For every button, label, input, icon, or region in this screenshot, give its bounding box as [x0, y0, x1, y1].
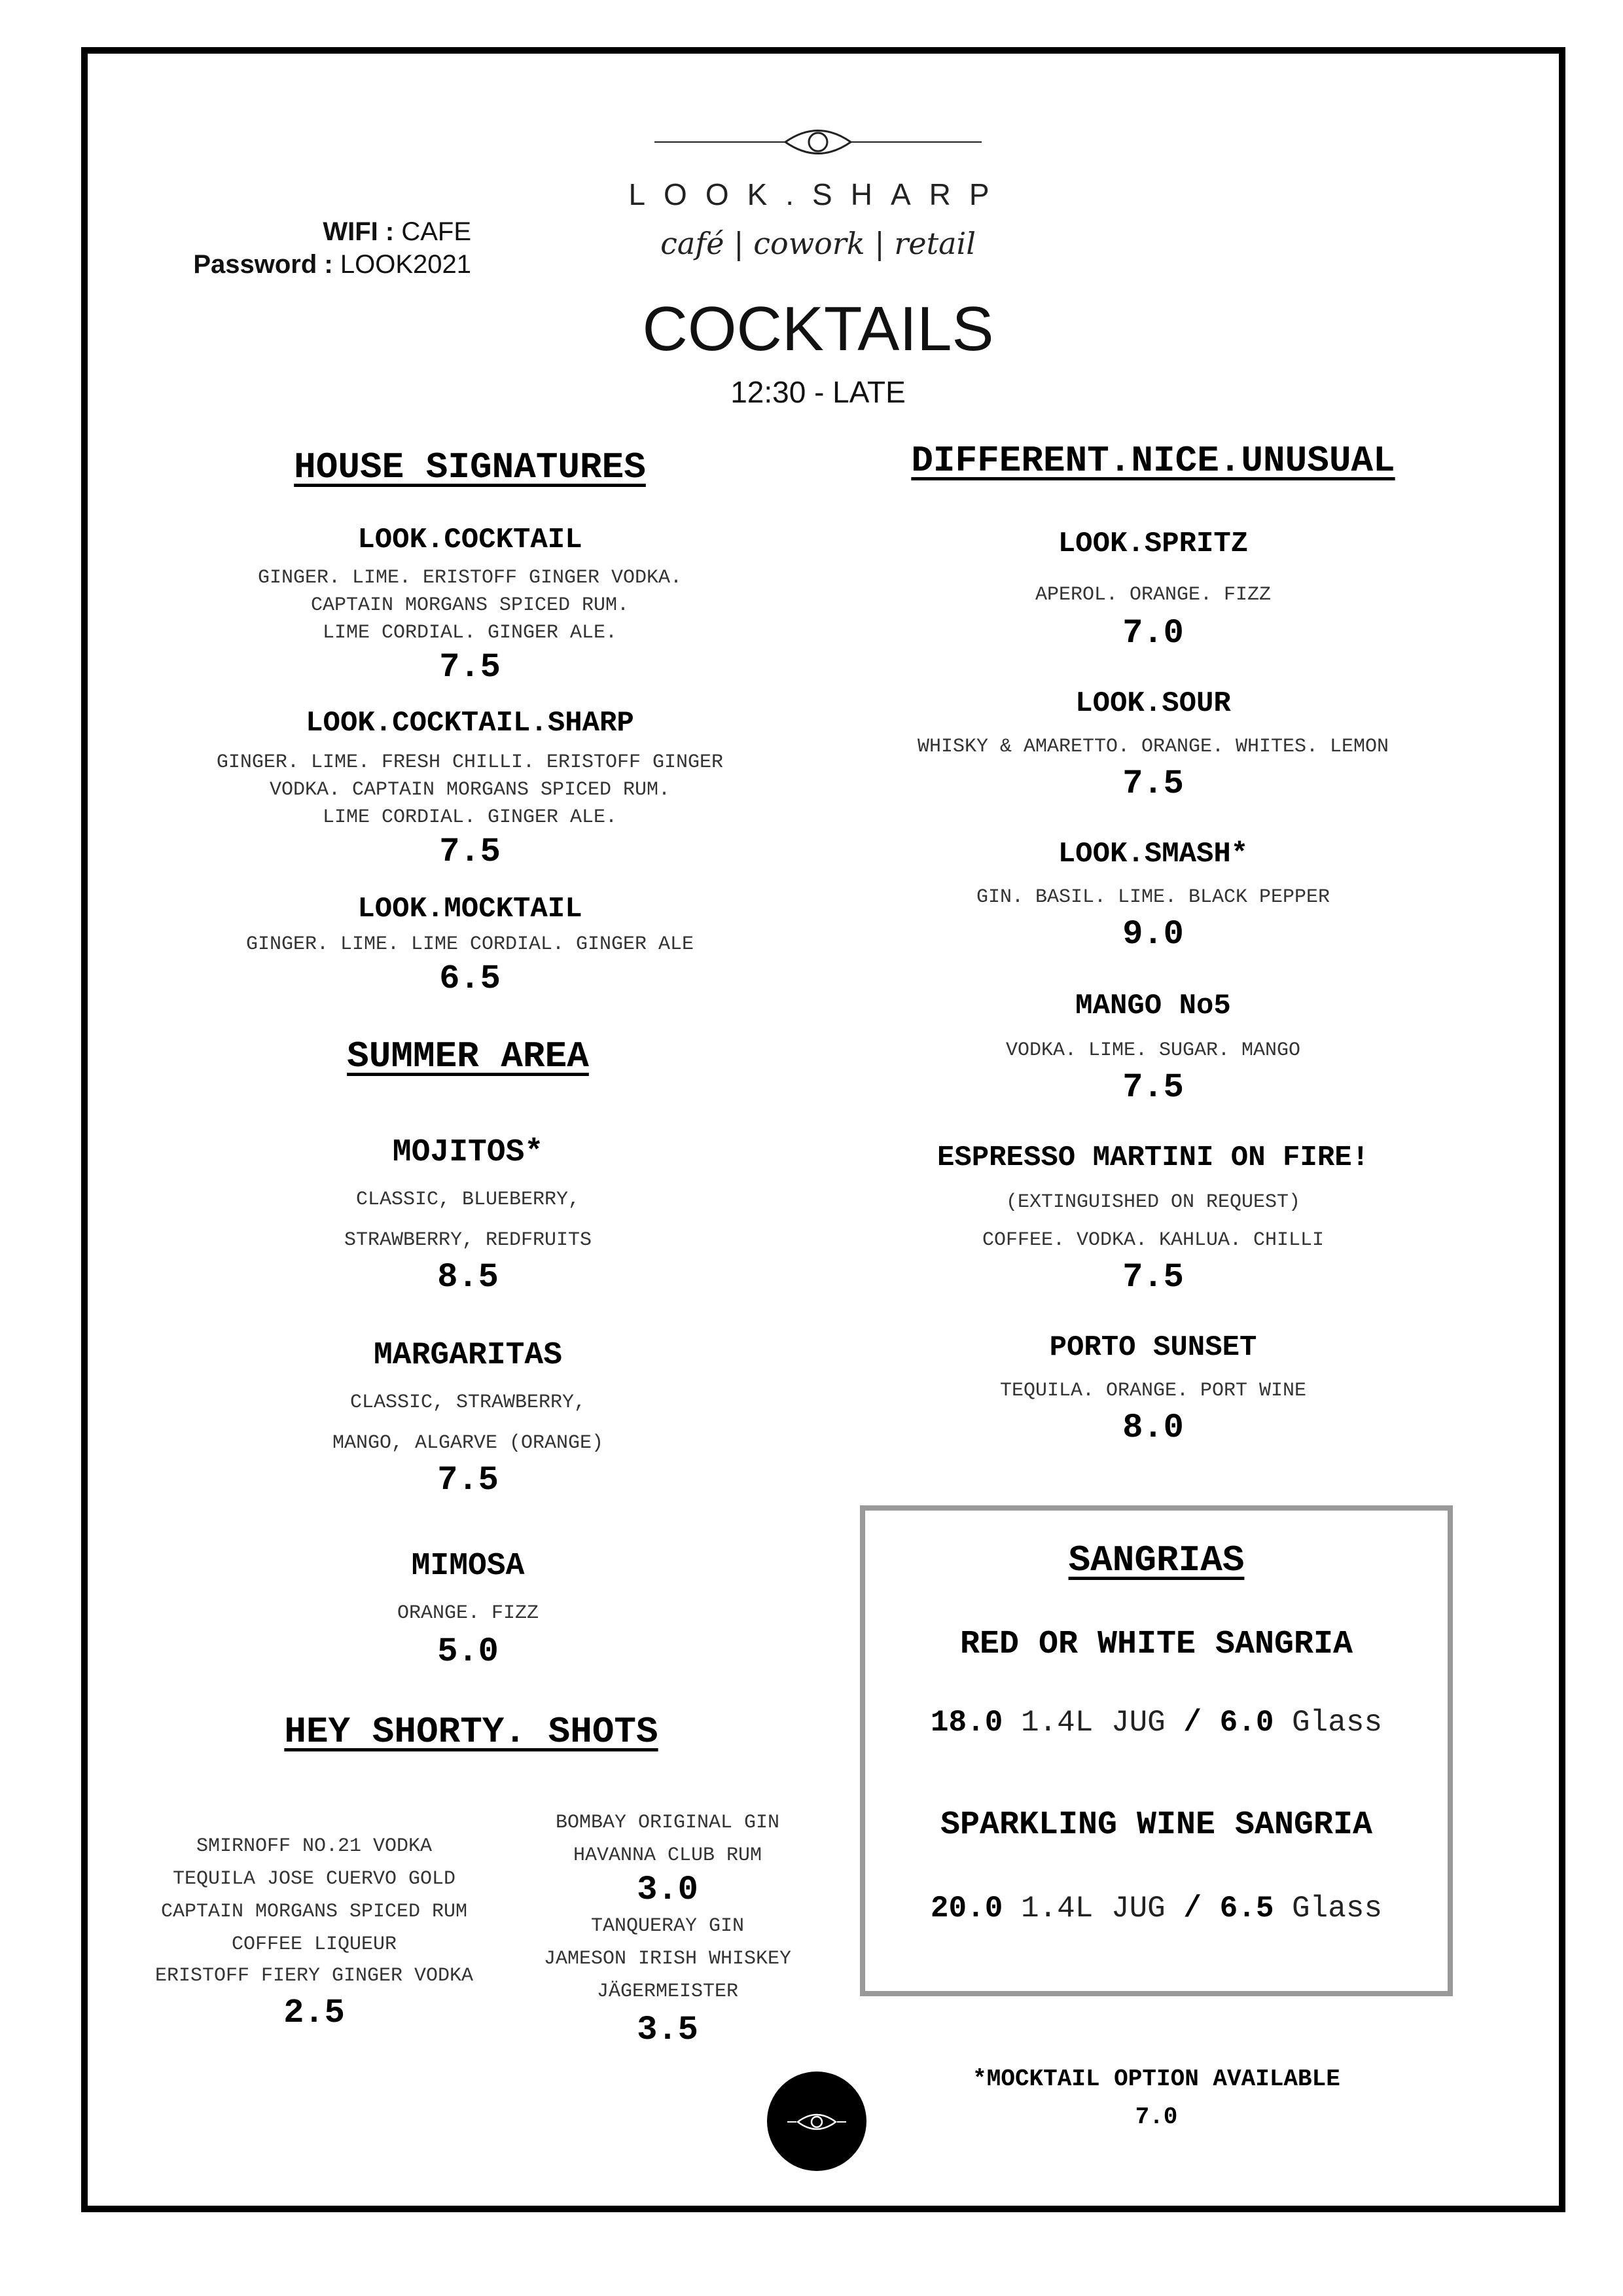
- drink-desc: CAPTAIN MORGANS SPICED RUM.: [310, 594, 630, 617]
- wifi-info: [157, 217, 471, 247]
- glass-price: 6.0: [1219, 1706, 1274, 1740]
- drink-price: 9.0: [1122, 915, 1184, 954]
- page-title: COCKTAILS: [642, 294, 994, 364]
- drink-desc: GINGER. LIME. ERISTOFF GINGER VODKA.: [257, 567, 683, 589]
- drink-price: 5.0: [437, 1632, 499, 1671]
- drink-price: 7.5: [439, 648, 501, 687]
- shot-item: TEQUILA JOSE CUERVO GOLD: [172, 1868, 456, 1890]
- drink-price: 7.5: [1122, 1068, 1184, 1107]
- sangria-name: SPARKLING WINE SANGRIA: [940, 1806, 1373, 1844]
- shot-item: BOMBAY ORIGINAL GIN: [555, 1812, 780, 1834]
- drink-desc: MANGO, ALGARVE (ORANGE): [332, 1432, 604, 1454]
- drink-price: 7.5: [437, 1461, 499, 1499]
- jug-price: 20.0: [930, 1892, 1003, 1926]
- opening-hours: 12:30 - LATE: [730, 375, 906, 409]
- drink-name: LOOK.COCKTAIL: [357, 524, 582, 556]
- drink-desc: VODKA. CAPTAIN MORGANS SPICED RUM.: [269, 779, 671, 801]
- password-info: [157, 250, 471, 279]
- brand-tagline: café | cowork | retail: [660, 226, 976, 261]
- drink-desc: GIN. BASIL. LIME. BLACK PEPPER: [976, 886, 1330, 908]
- drink-price: 7.5: [1122, 1258, 1184, 1297]
- drink-name: LOOK.SMASH*: [1058, 838, 1249, 870]
- jug-price: 18.0: [930, 1706, 1003, 1740]
- section-different-nice-unusual: DIFFERENT.NICE.UNUSUAL: [911, 440, 1395, 482]
- drink-price: 6.5: [439, 960, 501, 998]
- shot-item: JAMESON IRISH WHISKEY: [543, 1948, 792, 1970]
- drink-name: LOOK.SPRITZ: [1058, 528, 1249, 560]
- drink-desc: CLASSIC, STRAWBERRY,: [349, 1391, 586, 1414]
- shot-item: HAVANNA CLUB RUM: [573, 1844, 762, 1867]
- drink-desc: CLASSIC, BLUEBERRY,: [355, 1189, 580, 1211]
- drink-name: LOOK.MOCKTAIL: [357, 893, 582, 925]
- drink-desc: GINGER. LIME. LIME CORDIAL. GINGER ALE: [245, 933, 694, 956]
- sangria-price-line: [860, 1892, 1453, 1926]
- drink-name: MARGARITAS: [373, 1338, 563, 1373]
- password-value: LOOK2021: [340, 250, 471, 279]
- drink-desc: GINGER. LIME. FRESH CHILLI. ERISTOFF GINGER: [216, 751, 724, 774]
- brand-name: LOOK.SHARP: [628, 177, 1008, 211]
- drink-price: 8.0: [1122, 1408, 1184, 1447]
- drink-name: PORTO SUNSET: [1049, 1331, 1257, 1364]
- shot-item: COFFEE LIQUEUR: [231, 1933, 397, 1956]
- sangria-price-line: [860, 1706, 1453, 1740]
- shot-item: TANQUERAY GIN: [590, 1915, 745, 1937]
- drink-name: LOOK.COCKTAIL.SHARP: [306, 707, 634, 740]
- logo-line-right: [851, 141, 982, 143]
- password-label: Password :: [193, 250, 333, 279]
- glass-price: 6.5: [1219, 1892, 1274, 1926]
- mocktail-note-price: 7.0: [1135, 2104, 1178, 2130]
- price-separator: /: [1183, 1706, 1202, 1740]
- drink-name: MOJITOS*: [392, 1135, 544, 1170]
- drink-desc: LIME CORDIAL. GINGER ALE.: [322, 806, 618, 829]
- drink-desc: STRAWBERRY, REDFRUITS: [344, 1229, 592, 1251]
- shot-item: SMIRNOFF NO.21 VODKA: [196, 1835, 433, 1857]
- eye-logo-icon: [782, 124, 854, 160]
- drink-price: 7.5: [1122, 764, 1184, 803]
- drink-desc: TEQUILA. ORANGE. PORT WINE: [999, 1380, 1307, 1402]
- drink-name: MANGO No5: [1075, 990, 1231, 1022]
- wifi-value: CAFE: [401, 217, 471, 246]
- drink-desc: (EXTINGUISHED ON REQUEST): [1005, 1191, 1301, 1213]
- drink-desc: VODKA. LIME. SUGAR. MANGO: [1005, 1039, 1301, 1062]
- drink-desc: COFFEE. VODKA. KAHLUA. CHILLI: [982, 1229, 1325, 1251]
- section-summer-area: SUMMER AREA: [347, 1035, 589, 1077]
- drink-price: 7.0: [1122, 614, 1184, 653]
- shot-price: 3.5: [637, 2011, 698, 2049]
- section-house-signatures: HOUSE SIGNATURES: [294, 446, 646, 488]
- drink-name: LOOK.SOUR: [1075, 687, 1231, 720]
- footer-eye-icon: [787, 2109, 846, 2135]
- logo-line-left: [654, 141, 785, 143]
- shot-item: JÄGERMEISTER: [596, 1981, 739, 2003]
- drink-desc: LIME CORDIAL. GINGER ALE.: [322, 622, 618, 644]
- jug-label: 1.4L JUG: [1020, 1892, 1166, 1926]
- drink-price: 8.5: [437, 1258, 499, 1297]
- price-separator: /: [1183, 1892, 1202, 1926]
- shot-price: 2.5: [283, 1994, 345, 2032]
- sangria-name: RED OR WHITE SANGRIA: [959, 1626, 1353, 1663]
- shot-price: 3.0: [637, 1871, 698, 1909]
- drink-desc: APEROL. ORANGE. FIZZ: [1035, 584, 1272, 606]
- shot-item: CAPTAIN MORGANS SPICED RUM: [160, 1901, 468, 1923]
- drink-name: MIMOSA: [411, 1549, 525, 1584]
- drink-desc: ORANGE. FIZZ: [397, 1602, 539, 1624]
- section-sangrias: SANGRIAS: [1068, 1539, 1245, 1581]
- glass-label: Glass: [1292, 1706, 1383, 1740]
- jug-label: 1.4L JUG: [1020, 1706, 1166, 1740]
- shot-item: ERISTOFF FIERY GINGER VODKA: [154, 1965, 474, 1987]
- drink-desc: WHISKY & AMARETTO. ORANGE. WHITES. LEMON: [917, 736, 1389, 758]
- section-shots: HEY SHORTY. SHOTS: [284, 1711, 658, 1753]
- wifi-label: WIFI :: [323, 217, 395, 246]
- drink-name: ESPRESSO MARTINI ON FIRE!: [936, 1141, 1370, 1174]
- mocktail-note: *MOCKTAIL OPTION AVAILABLE: [972, 2066, 1340, 2092]
- glass-label: Glass: [1292, 1892, 1383, 1926]
- drink-price: 7.5: [439, 833, 501, 871]
